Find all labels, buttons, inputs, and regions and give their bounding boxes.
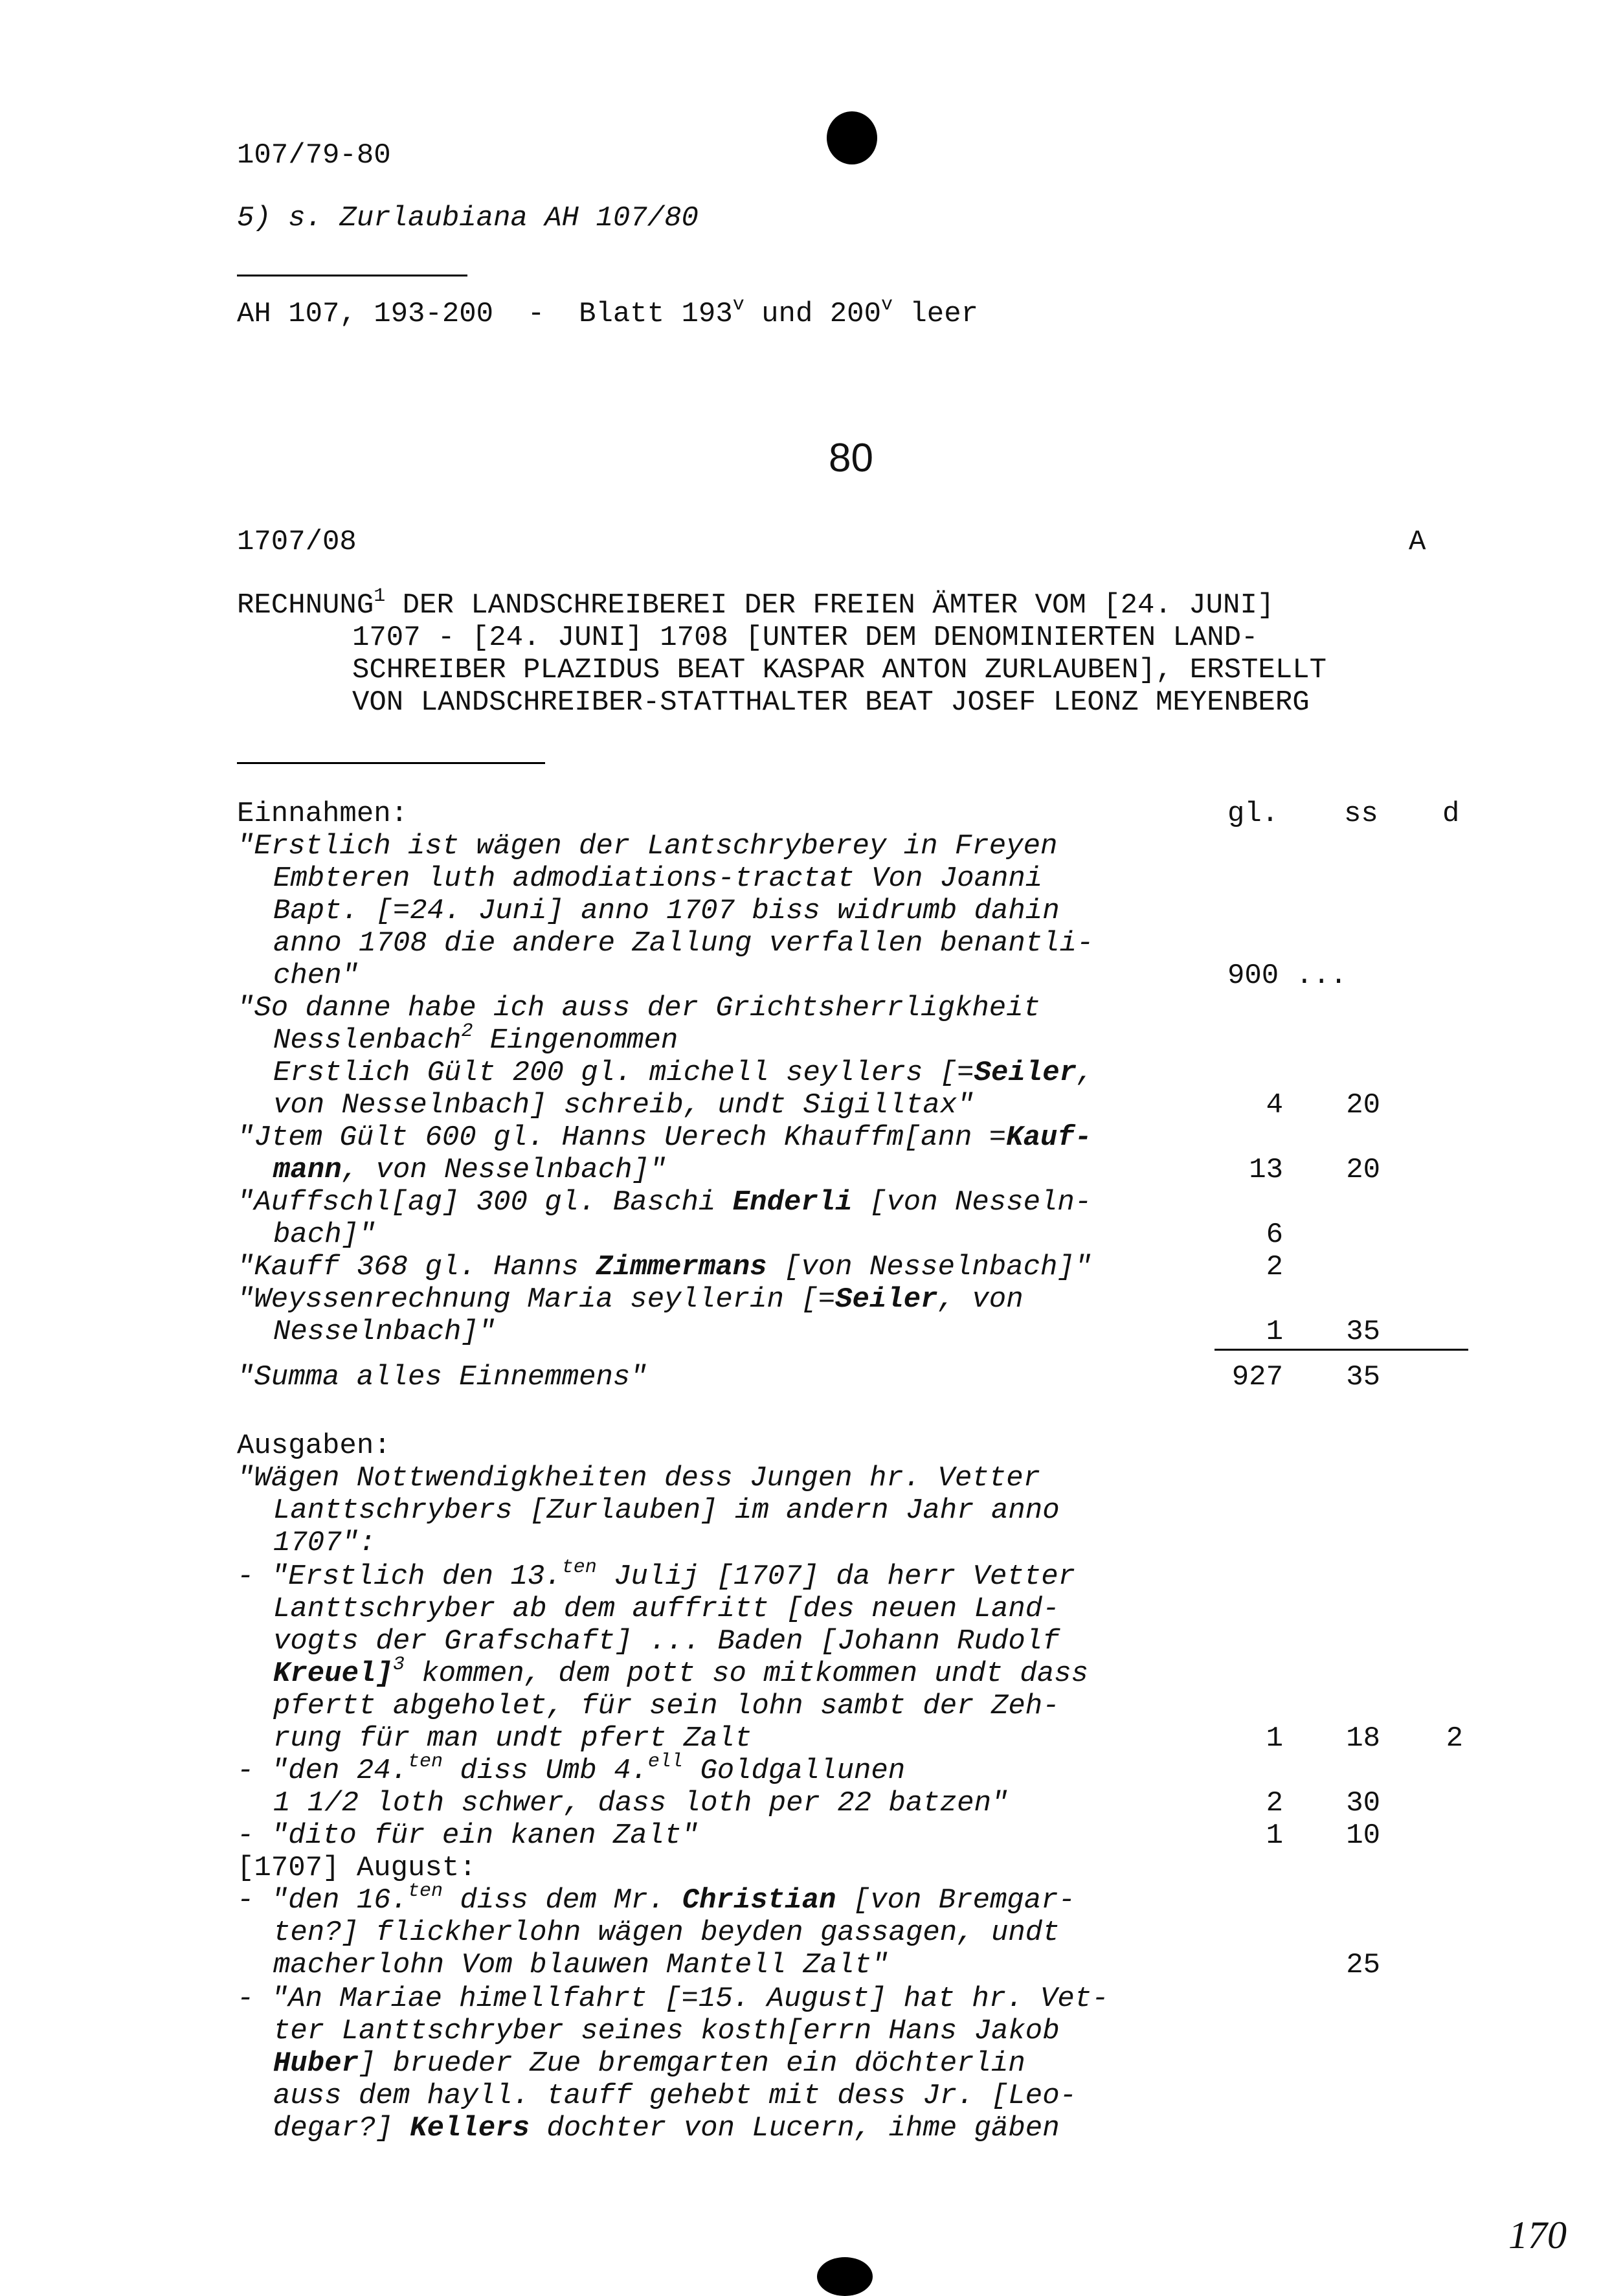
amount-ss: 18 <box>1346 1722 1380 1755</box>
entry-text: Huber] brueder Zue bremgarten ein döchterlin <box>273 2047 1025 2080</box>
entry-text: "Weyssenrechnung Maria seyllerin [=Seiler, von <box>237 1283 1024 1316</box>
entry-text: - "dito für ein kanen Zalt" <box>237 1819 699 1852</box>
entry-text: rung für man undt pfert Zalt <box>273 1722 752 1755</box>
amount-ss: 35 <box>1346 1316 1380 1348</box>
title-line-3: SCHREIBER PLAZIDUS BEAT KASPAR ANTON ZURLAUBEN], ERSTELLT <box>352 654 1327 686</box>
footnote-reference: 5) s. Zurlaubiana AH 107/80 <box>237 202 699 234</box>
entry-text: chen" <box>273 960 359 992</box>
entry-text: pfertt abgeholet, für sein lohn sambt der Zeh- <box>273 1690 1060 1722</box>
entry-text: Lanttschrybers [Zurlauben] im andern Jahr anno <box>273 1494 1060 1527</box>
entry-text: Bapt. [=24. Juni] anno 1707 biss widrumb dahin <box>273 895 1060 927</box>
amount-ss: 30 <box>1346 1787 1380 1819</box>
entry-text: - "den 16.$^{ten}$ diss dem Mr. Christian [von Bremgar- <box>237 1880 1076 1917</box>
entry-text: 1 1/2 loth schwer, dass loth per 22 batzen" <box>273 1787 1009 1819</box>
entry-text: Lanttschryber ab dem auffritt [des neuen Land- <box>273 1593 1060 1625</box>
document-date: 1707/08 <box>237 526 357 558</box>
amount-gl: 1 <box>1266 1819 1283 1852</box>
entry-text: "Auffschl[ag] 300 gl. Baschi Enderli [von Nesseln- <box>237 1186 1092 1219</box>
entry-text: mann, von Nesselnbach]" <box>273 1154 667 1186</box>
title-line-1: RECHNUNG$^1$ DER LANDSCHREIBEREI DER FREIEN ÄMTER VOM [24. JUNI] <box>237 585 1275 622</box>
entry-text: Embteren luth admodiations-tractat Von Joanni <box>273 862 1043 895</box>
entry-text: auss dem hayll. tauff gehebt mit dess Jr. [Leo- <box>273 2080 1077 2112</box>
amount-gl: 4 <box>1266 1089 1283 1121</box>
document-marker: A <box>1409 526 1426 558</box>
einnahmen-heading: Einnahmen: <box>237 798 409 830</box>
column-header-gl: gl. <box>1227 798 1279 830</box>
entry-text: - "den 24.$^{ten}$ diss Umb 4.$^{ell}$ Goldgallunen <box>237 1751 906 1787</box>
entry-text: Kreuel]$^3$ kommen, dem pott so mitkommen undt dass <box>273 1654 1089 1690</box>
ausgaben-heading: Ausgaben: <box>237 1430 391 1462</box>
entry-text: ten?] flickherlohn wägen beyden gassagen, undt <box>273 1917 1060 1949</box>
entry-text: Erstlich Gült 200 gl. michell seyllers [=Seiler, <box>273 1057 1094 1089</box>
ink-blot-bottom <box>817 2257 873 2296</box>
divider-title <box>237 762 545 764</box>
handwritten-page-number: 170 <box>1508 2214 1567 2257</box>
entry-text: "Erstlich ist wägen der Lantschryberey in Freyen <box>237 830 1058 862</box>
divider-top <box>237 275 467 276</box>
source-line: AH 107, 193-200 - Blatt 193$^v$ und 200$^v$ leer <box>237 294 979 330</box>
title-line-4: VON LANDSCHREIBER-STATTHALTER BEAT JOSEF LEONZ MEYENBERG <box>352 686 1310 719</box>
sum-label: "Summa alles Einnemmens" <box>237 1361 647 1393</box>
amount-ss: 10 <box>1346 1819 1380 1852</box>
title-line-2: 1707 - [24. JUNI] 1708 [UNTER DEM DENOMINIERTEN LAND- <box>352 622 1259 654</box>
document-reference: 107/79-80 <box>237 139 391 172</box>
entry-text: "Kauff 368 gl. Hanns Zimmermans [von Nesselnbach]" <box>237 1251 1092 1283</box>
sum-rule <box>1215 1349 1468 1351</box>
entry-text: 1707": <box>273 1527 376 1559</box>
entry-text: macherlohn Vom blauwen Mantell Zalt" <box>273 1949 889 1981</box>
month-heading: [1707] August: <box>237 1852 476 1884</box>
entry-text: - "An Mariae himellfahrt [=15. August] hat hr. Vet- <box>237 1983 1109 2015</box>
sum-gl: 927 <box>1231 1361 1283 1393</box>
amount-gl: 6 <box>1266 1219 1283 1251</box>
sum-ss: 35 <box>1346 1361 1380 1393</box>
entry-text: "Wägen Nottwendigkheiten dess Jungen hr. Vetter <box>237 1462 1041 1494</box>
amount-gl: 2 <box>1266 1787 1283 1819</box>
amount-gl: 13 <box>1249 1154 1283 1186</box>
entry-text: degar?] Kellers dochter von Lucern, ihme gäben <box>273 2112 1060 2144</box>
entry-text: ter Lanttschryber seines kosth[errn Hans Jakob <box>273 2015 1060 2047</box>
amount-gl: 900 ... <box>1227 960 1347 992</box>
amount-gl: 1 <box>1266 1722 1283 1755</box>
entry-text: anno 1708 die andere Zallung verfallen benantli- <box>273 927 1094 960</box>
entry-text: "Jtem Gült 600 gl. Hanns Uerech Khauffm[ann =Kauf- <box>237 1121 1092 1154</box>
amount-gl: 2 <box>1266 1251 1283 1283</box>
entry-text: Nesselnbach]" <box>273 1316 496 1348</box>
entry-text: "So danne habe ich auss der Grichtsherrligkheit <box>237 992 1041 1024</box>
entry-text: Nesslenbach$^2$ Eingenommen <box>273 1020 678 1057</box>
ink-blot <box>827 111 877 164</box>
amount-ss: 20 <box>1346 1154 1380 1186</box>
amount-d: 2 <box>1446 1722 1463 1755</box>
amount-gl: 1 <box>1266 1316 1283 1348</box>
entry-text: vogts der Grafschaft] ... Baden [Johann Rudolf <box>273 1625 1060 1658</box>
amount-ss: 25 <box>1346 1949 1380 1981</box>
column-header-ss: ss <box>1344 798 1378 830</box>
entry-text: von Nesselnbach] schreib, undt Sigilltax" <box>273 1089 974 1121</box>
entry-text: bach]" <box>273 1219 376 1251</box>
entry-text: - "Erstlich den 13.$^{ten}$ Julij [1707] da herr Vetter <box>237 1557 1076 1593</box>
document-number: 80 <box>829 436 873 480</box>
column-header-d: d <box>1442 798 1460 830</box>
amount-ss: 20 <box>1346 1089 1380 1121</box>
